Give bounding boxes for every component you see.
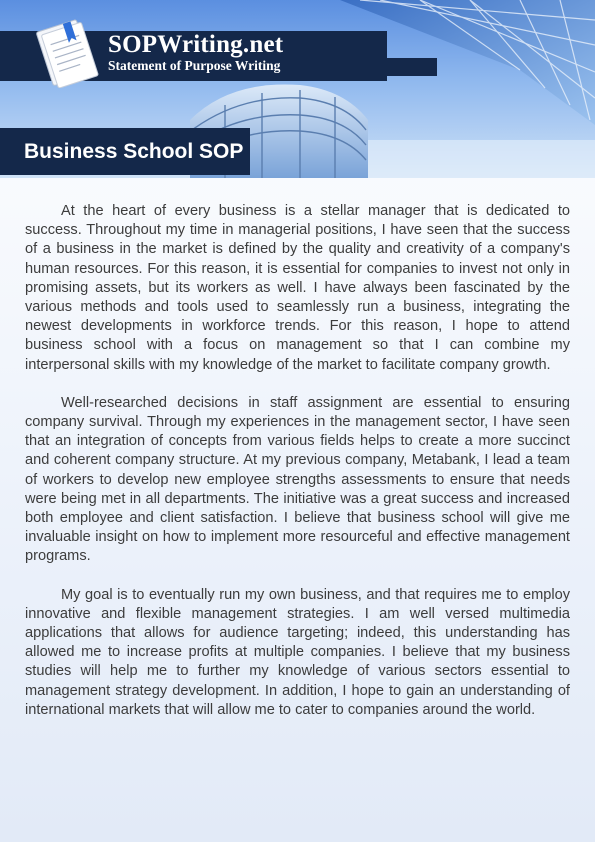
logo-bar-accent <box>387 58 437 76</box>
site-tagline: Statement of Purpose Writing <box>108 58 281 73</box>
header-banner <box>0 0 595 178</box>
document-logo-icon <box>32 18 102 88</box>
page-title: Business School SOP <box>24 140 244 163</box>
essay-paragraph-3: My goal is to eventually run my own business, and that requires me to employ innovative and flexible management strategies. I am well versed multimedia applications that allows for audience targeting; indeed, this understanding has allowed me to increase profits at multiple companies. I believe that my business studies will help me to further my knowledge of various sectors essential to management strategy development. In addition, I hope to gain an understanding of international markets that will allow me to cater to companies around the world. <box>25 586 570 718</box>
essay-body <box>25 202 570 739</box>
essay-paragraph-2: Well-researched decisions in staff assignment are essential to ensuring company survival. Through my experiences in the management sector, I have seen that an integration of concepts from various fields helps to create a more succinct and coherent company structure. At my previous company, Metabank, I lead a team of workers to develop new employee strengths assessments to ensure that needs were being met in all departments. The initiative was a great success and increased both employee and client satisfaction. I believe that business school will give me invaluable insight on how to implement more resourceful and effective management programs. <box>25 394 570 565</box>
site-name: SOPWriting.net <box>108 31 284 58</box>
essay-paragraph-1: At the heart of every business is a stellar manager that is dedicated to success. Throughout my time in managerial positions, I have seen that the success of a business in the market is defined by the quality and creativity of a company's human resources. For this reason, it is essential for companies to invest not only in promising assets, but its workers as well. I have always been fascinated by the various methods and tools used to seamlessly run a business, integrating the newest developments in workforce trends. For this reason, I hope to attend business school with a focus on management so that I can combine my interpersonal skills with my knowledge of the market to facilitate company growth. <box>25 203 570 373</box>
